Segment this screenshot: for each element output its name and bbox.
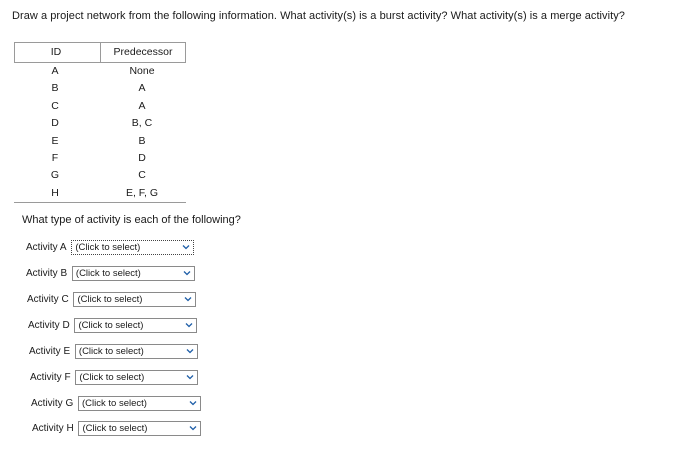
table-row: [14, 133, 186, 150]
select-value: (Click to select): [75, 242, 141, 253]
activity-h-select[interactable]: [78, 421, 201, 436]
select-value: (Click to select): [77, 294, 143, 305]
table-cell-id: A: [51, 65, 59, 77]
table-cell-predecessor: D: [138, 151, 146, 164]
activity-label: Activity H: [32, 423, 74, 434]
table-cell-id: C: [51, 99, 59, 112]
table-cell-id: D: [51, 117, 59, 130]
activity-row-e: [29, 344, 198, 359]
table-row: [14, 167, 186, 184]
chevron-down-icon: [182, 268, 192, 278]
question-text: Draw a project network from the following information. What activity(s) is a burst activity? What activity(s) is a merge activity?: [12, 10, 625, 22]
table-row: [14, 98, 186, 115]
activity-label: Activity D: [28, 320, 70, 331]
activity-row-a: [26, 240, 194, 255]
table-cell-predecessor: None: [129, 65, 155, 77]
table-cell-id: F: [51, 151, 59, 164]
activity-f-select[interactable]: [75, 370, 198, 385]
select-value: (Click to select): [79, 372, 145, 383]
activity-c-select[interactable]: [73, 292, 196, 307]
predecessor-table: [14, 42, 186, 203]
activity-row-d: [28, 318, 197, 333]
activity-row-c: [27, 292, 196, 307]
activity-label: Activity F: [30, 372, 71, 383]
chevron-down-icon: [181, 242, 191, 252]
chevron-down-icon: [183, 294, 193, 304]
table-cell-id: E: [51, 134, 59, 147]
activity-label: Activity A: [26, 242, 67, 253]
activity-e-select[interactable]: [75, 344, 198, 359]
table-cell-predecessor: E, F, G: [125, 186, 159, 199]
activity-label: Activity E: [29, 346, 71, 357]
table-row: [14, 185, 186, 203]
activity-g-select[interactable]: [78, 396, 201, 411]
select-value: (Click to select): [78, 346, 144, 357]
table-cell-predecessor: B, C: [131, 117, 153, 130]
table-row: [14, 63, 186, 80]
activity-label: Activity B: [26, 268, 68, 279]
table-cell-predecessor: A: [138, 99, 146, 112]
select-value: (Click to select): [75, 268, 141, 279]
table-cell-id: G: [50, 169, 60, 182]
activity-row-g: [31, 396, 201, 411]
table-row: [14, 80, 186, 97]
chevron-down-icon: [184, 320, 194, 330]
table-cell-predecessor: A: [138, 82, 146, 95]
activity-row-f: [30, 370, 198, 385]
activity-label: Activity C: [27, 294, 69, 305]
chevron-down-icon: [185, 346, 195, 356]
activity-label: Activity G: [31, 398, 74, 409]
activity-row-h: [32, 421, 201, 436]
activity-type-question: What type of activity is each of the following?: [22, 214, 241, 226]
table-row: [14, 115, 186, 132]
table-row: [14, 150, 186, 167]
table-cell-predecessor: C: [138, 169, 146, 182]
chevron-down-icon: [185, 372, 195, 382]
activity-a-select[interactable]: [71, 240, 194, 255]
select-value: (Click to select): [82, 398, 147, 409]
table-cell-id: H: [51, 186, 59, 199]
select-value: (Click to select): [82, 423, 148, 434]
activity-row-b: [26, 266, 195, 281]
table-header-id: ID: [14, 43, 97, 62]
table-header-predecessor: Predecessor: [100, 43, 186, 62]
chevron-down-icon: [188, 398, 198, 408]
activity-d-select[interactable]: [74, 318, 197, 333]
table-header-row: [14, 42, 186, 63]
table-cell-predecessor: B: [138, 134, 146, 147]
activity-b-select[interactable]: [72, 266, 195, 281]
chevron-down-icon: [188, 423, 198, 433]
table-cell-id: B: [51, 82, 59, 95]
select-value: (Click to select): [78, 320, 144, 331]
